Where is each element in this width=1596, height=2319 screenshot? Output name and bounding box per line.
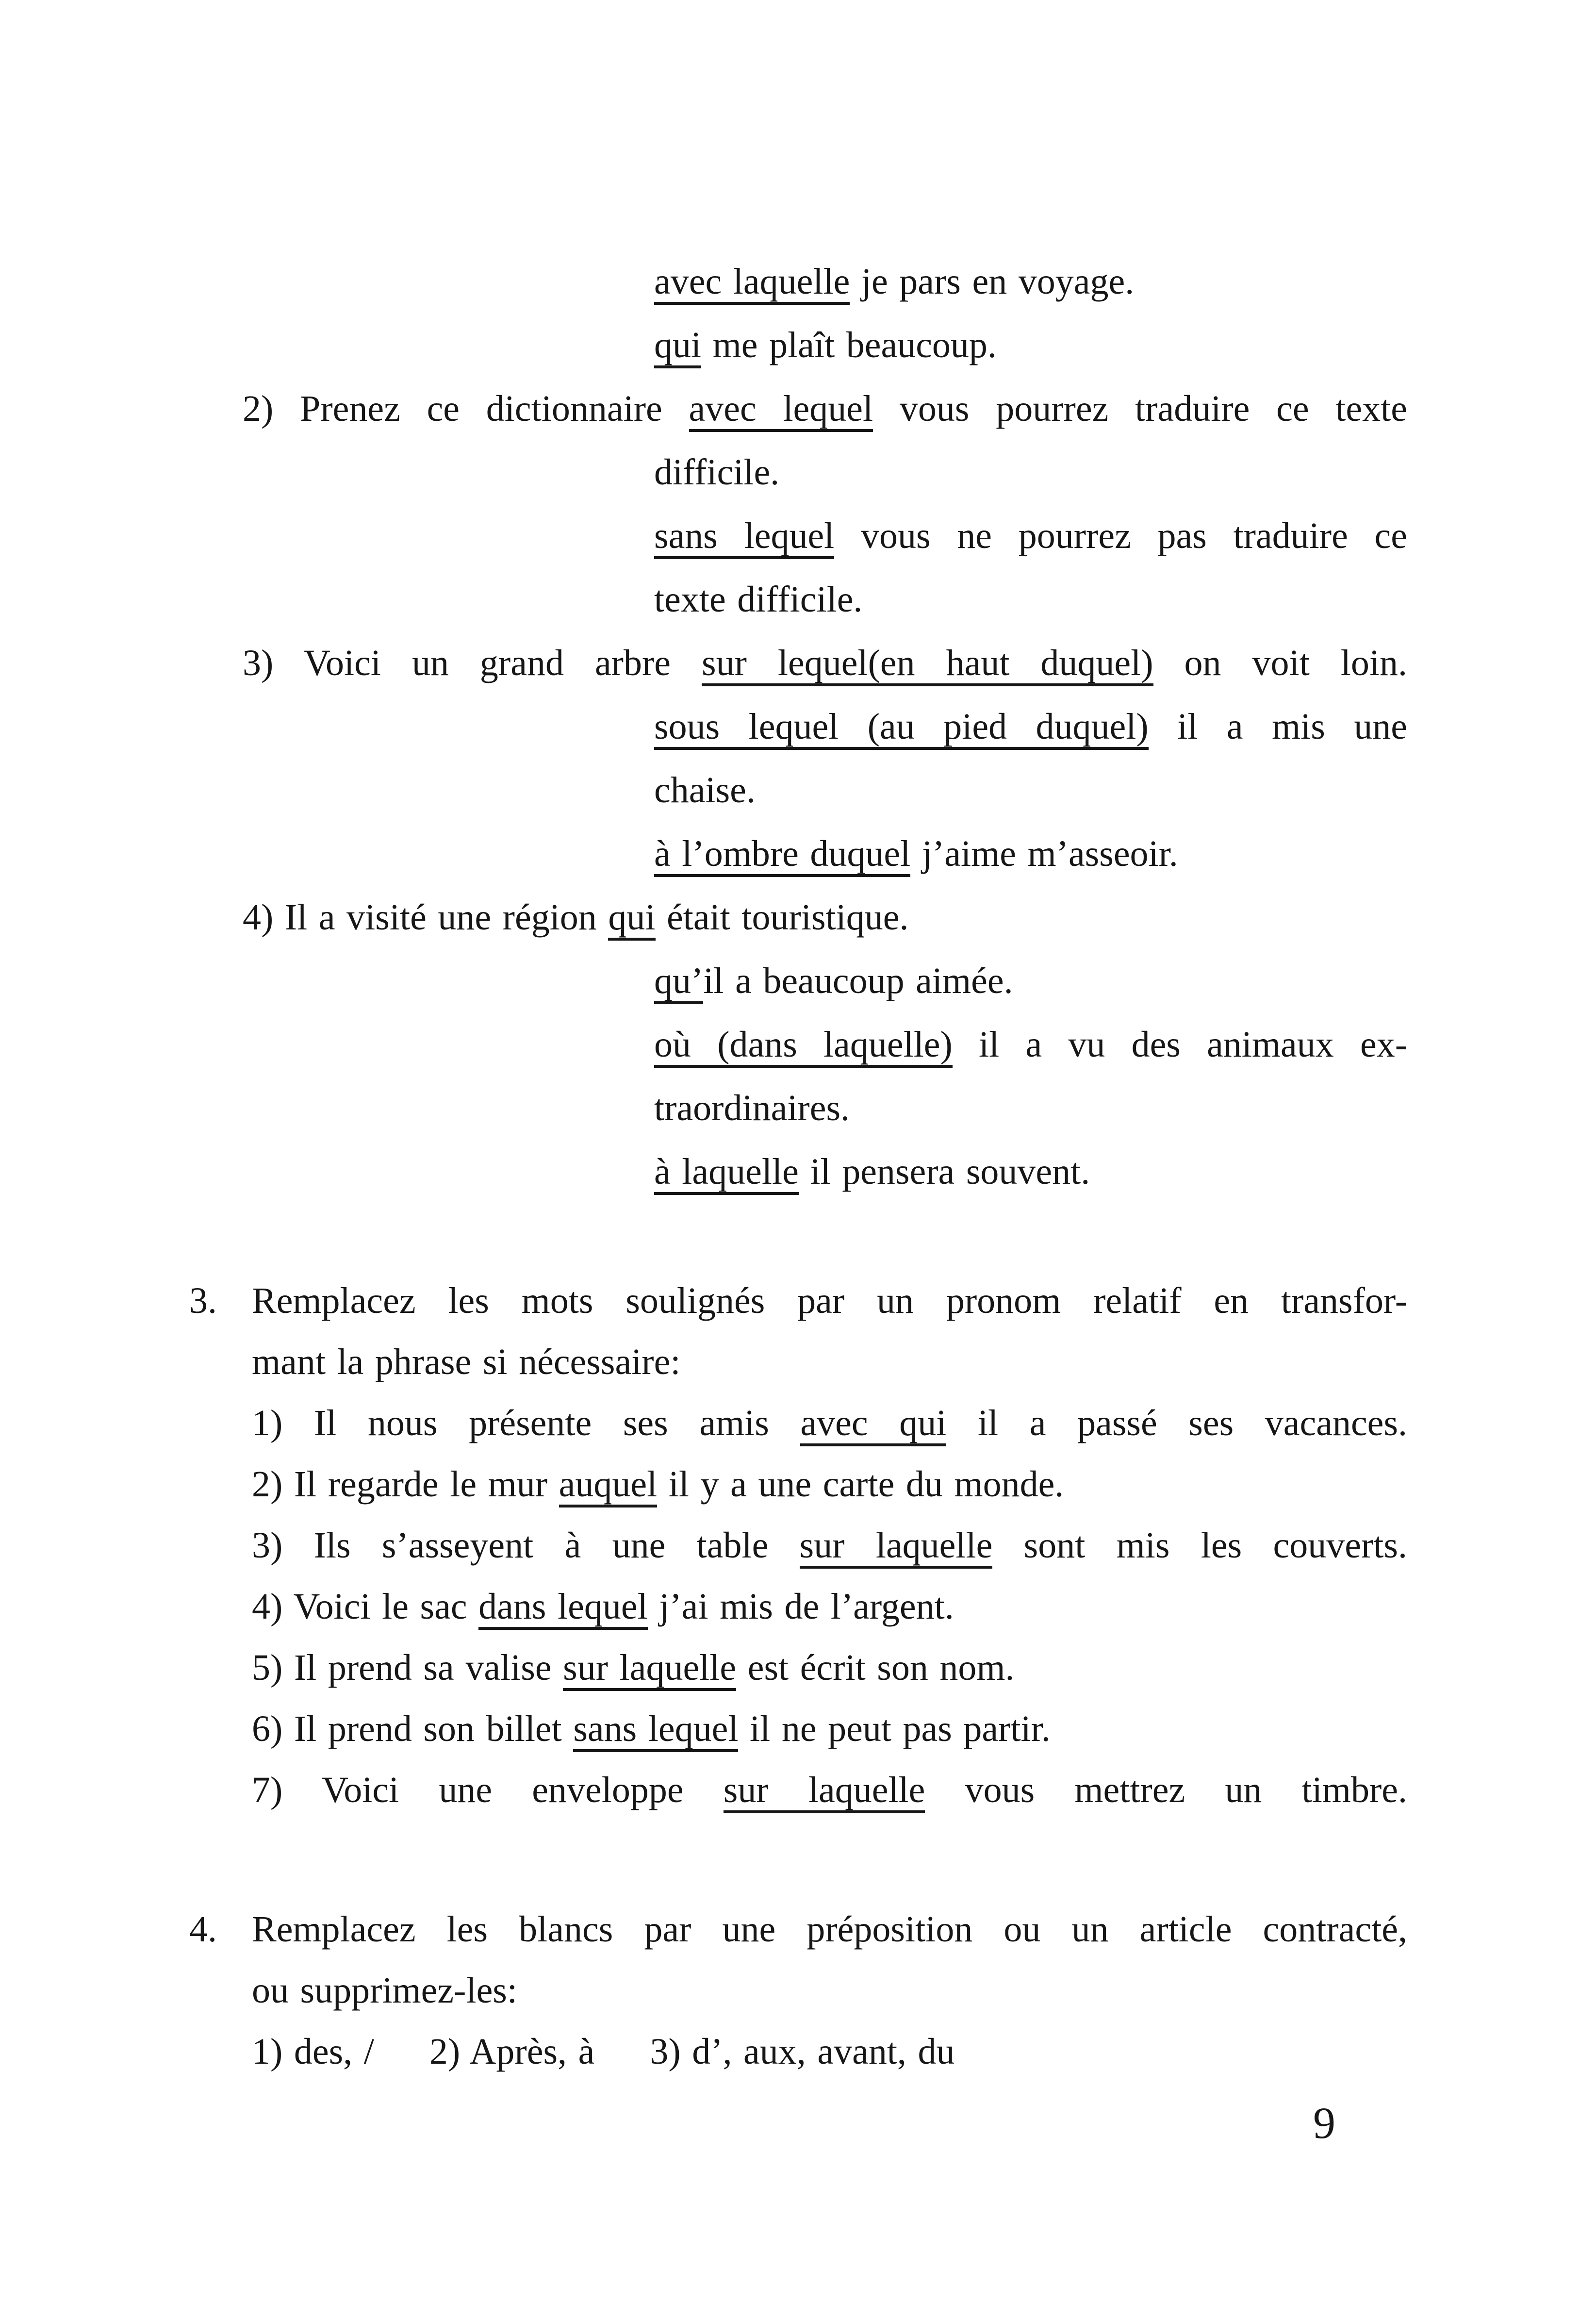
underlined-phrase: qui [608,897,655,941]
text-segment: je pars en voyage. [850,261,1135,302]
text-segment: il a passé ses vacances. [946,1403,1407,1443]
text-segment: était touristique. [655,897,909,938]
text-segment: vous ne pourrez pas traduire ce [834,515,1408,556]
exercise-4 [189,1899,1407,2082]
page-number: 9 [1313,2098,1335,2148]
text-segment: texte difficile. [654,579,863,620]
text-line [252,1576,1407,1637]
text-line [189,1899,1407,1960]
text-line [252,1515,1407,1576]
text-line [252,1759,1407,1821]
text-segment: il pensera souvent. [798,1151,1090,1192]
text-line [654,822,1407,886]
text-segment: 7) Voici une enveloppe [252,1770,724,1810]
exercise-3 [189,1270,1407,1821]
text-segment: 2) Prenez ce dictionnaire [243,388,689,429]
text-segment: il a vu des animaux ex- [952,1024,1408,1065]
text-segment: 5) Il prend sa valise [252,1647,563,1688]
underlined-phrase: à l’ombre duquel [654,833,910,877]
text-line [654,1077,1407,1140]
text-segment: me plaît beaucoup. [701,325,997,365]
underlined-phrase: qui [654,325,701,368]
text-line [654,568,1407,631]
text-line [252,1698,1407,1759]
underlined-phrase: sans lequel [654,515,834,559]
text-line [654,250,1407,314]
underlined-phrase: sans lequel [573,1708,738,1752]
exercise-number: 3. [189,1280,217,1321]
text-segment: 4) Il a visité une région [243,897,609,938]
text-line [243,377,1407,441]
underlined-phrase: où (dans laquelle) [654,1024,953,1068]
text-segment: 3) Ils s’asseyent à une table [252,1525,800,1566]
underlined-phrase: sur lequel(en haut duquel) [702,643,1153,686]
text-line [654,1140,1407,1204]
text-segment: il a mis une [1148,706,1407,747]
underlined-phrase: sur laquelle [800,1525,993,1569]
exercise-2-answer-list [243,250,1407,1204]
text-segment: 4) Voici le sac [252,1586,479,1627]
text-segment: Remplacez les blancs par une préposition ou un article contracté, [252,1909,1407,1950]
exercise-number: 4. [189,1909,217,1950]
underlined-phrase: sur laquelle [724,1770,925,1813]
text-line [189,1270,1407,1331]
text-line [654,949,1407,1013]
text-segment: vous pourrez traduire ce texte [873,388,1407,429]
text-segment: difficile. [654,452,780,493]
underlined-phrase: auquel [559,1464,658,1507]
text-line [654,759,1407,822]
text-line [654,695,1407,759]
text-line [252,1960,1407,2021]
text-line [243,631,1407,695]
text-segment: est écrit son nom. [736,1647,1015,1688]
text-segment: chaise. [654,770,756,811]
underlined-phrase: avec qui [800,1403,946,1446]
text-line [654,1013,1407,1077]
text-segment: vous mettrez un timbre. [925,1770,1407,1810]
text-segment: j’ai mis de l’argent. [647,1586,954,1627]
text-segment: j’aime m’asseoir. [910,833,1178,874]
text-segment: mant la phrase si nécessaire: [252,1342,681,1382]
text-segment: ou supprimez-les: [252,1970,517,2011]
text-line [654,314,1407,377]
underlined-phrase: sur laquelle [563,1647,736,1691]
text-segment: traordinaires. [654,1088,850,1128]
underlined-phrase: dans lequel [478,1586,648,1630]
text-segment: 1) des, / 2) Après, à 3) d’, aux, avant, du [252,2031,955,2072]
text-segment: il a beaucoup aimée. [703,961,1013,1001]
underlined-phrase: sous lequel (au pied duquel) [654,706,1149,750]
text-segment: sont mis les couverts. [992,1525,1407,1566]
underlined-phrase: qu’ [654,961,703,1004]
text-segment: Remplacez les mots soulignés par un pronom relatif en transfor- [252,1280,1407,1321]
text-line [252,1392,1407,1454]
text-line [654,441,1407,504]
text-line [252,1331,1407,1392]
text-segment: 6) Il prend son billet [252,1708,574,1749]
text-line [252,1637,1407,1698]
text-line [654,504,1407,568]
text-line [252,2021,1407,2082]
text-segment: on voit loin. [1153,643,1407,683]
text-segment: il ne peut pas partir. [738,1708,1051,1749]
text-segment: 2) Il regarde le mur [252,1464,559,1505]
text-segment: 1) Il nous présente ses amis [252,1403,801,1443]
text-segment: 3) Voici un grand arbre [243,643,702,683]
text-segment: il y a une carte du monde. [657,1464,1064,1505]
underlined-phrase: à laquelle [654,1151,799,1195]
text-line [243,886,1407,949]
underlined-phrase: avec lequel [689,388,873,432]
underlined-phrase: avec laquelle [654,261,850,305]
text-line [252,1454,1407,1515]
